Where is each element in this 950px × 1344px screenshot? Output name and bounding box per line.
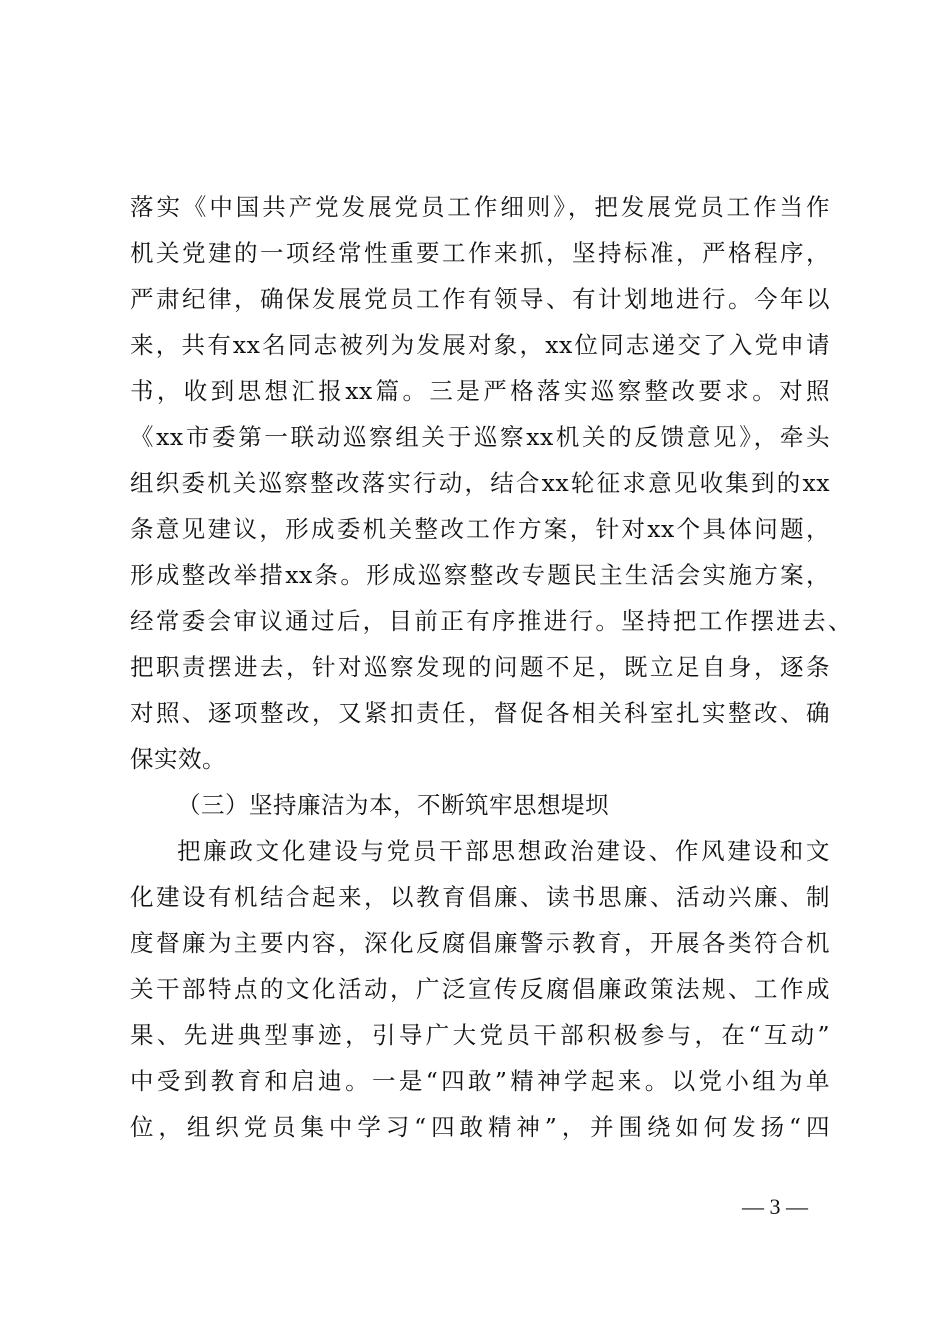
paragraph-1-line: 严肃纪律，确保发展党员工作有领导、有计划地进行。今年以	[130, 285, 830, 313]
paragraph-1-line: 《xx市委第一联动巡察组关于巡察xx机关的反馈意见》，牵头	[130, 423, 830, 451]
paragraph-1-line: 组织委机关巡察整改落实行动，结合xx轮征求意见收集到的xx	[130, 469, 830, 497]
paragraph-2-line: 关干部特点的文化活动，广泛宣传反腐倡廉政策法规、工作成	[130, 975, 830, 1003]
paragraph-2-line: 果、先进典型事迹，引导广大党员干部积极参与，在“互动”	[130, 1021, 830, 1049]
paragraph-2-line: 化建设有机结合起来，以教育倡廉、读书思廉、活动兴廉、制	[130, 883, 830, 911]
paragraph-1-line: 来，共有xx名同志被列为发展对象，xx位同志递交了入党申请	[130, 331, 830, 359]
paragraph-1-line: 书，收到思想汇报xx篇。三是严格落实巡察整改要求。对照	[130, 377, 830, 405]
paragraph-1-line: 把职责摆进去，针对巡察发现的问题不足，既立足自身，逐条	[130, 653, 830, 681]
page-number: — 3 —	[742, 1194, 808, 1219]
paragraph-1-line: 对照、逐项整改，又紧扣责任，督促各相关科室扎实整改、确	[130, 699, 830, 727]
paragraph-2-line: 位，组织党员集中学习“四敢精神”，并围绕如何发扬“四	[130, 1113, 830, 1141]
paragraph-2-line: 中受到教育和启迪。一是“四敢”精神学起来。以党小组为单	[130, 1067, 830, 1095]
paragraph-1-line: 机关党建的一项经常性重要工作来抓，坚持标准，严格程序，	[130, 239, 830, 267]
paragraph-1-line: 经常委会审议通过后，目前正有序推进行。坚持把工作摆进去、	[130, 607, 852, 635]
paragraph-2-line: 把廉政文化建设与党员干部思想政治建设、作风建设和文	[177, 837, 830, 865]
paragraph-2-line: 度督廉为主要内容，深化反腐倡廉警示教育，开展各类符合机	[130, 929, 830, 957]
section-heading: （三）坚持廉洁为本，不断筑牢思想堤坝	[177, 791, 609, 819]
paragraph-1-line: 形成整改举措xx条。形成巡察整改专题民主生活会实施方案，	[130, 561, 830, 589]
paragraph-1-line: 保实效。	[130, 745, 226, 773]
paragraph-1-line: 落实《中国共产党发展党员工作细则》，把发展党员工作当作	[130, 193, 830, 221]
paragraph-1-line: 条意见建议，形成委机关整改工作方案，针对xx个具体问题，	[130, 515, 830, 543]
